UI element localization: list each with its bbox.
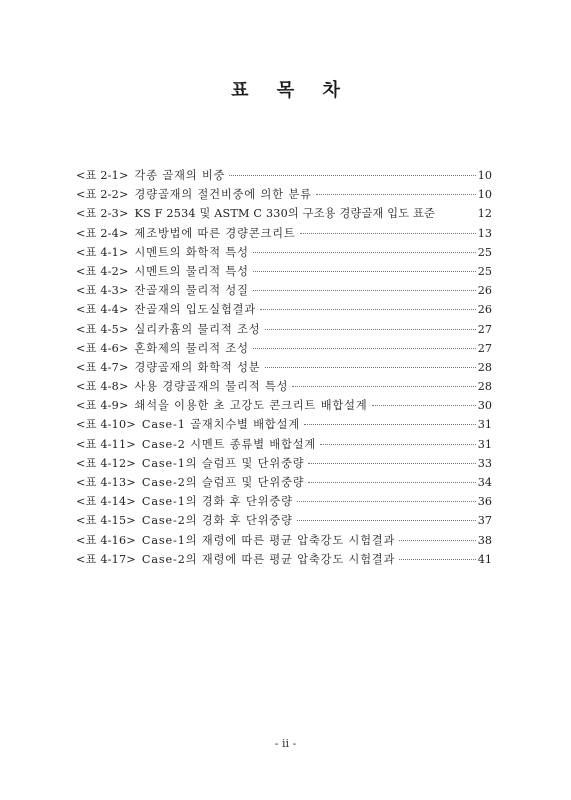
toc-entry-caption: 시멘트의 화학적 특성: [134, 245, 249, 259]
toc-entry-caption: Case-1의 경화 후 단위중량: [141, 495, 293, 509]
dot-leader: [300, 233, 476, 234]
toc-entry-page: 33: [477, 456, 492, 470]
toc-entry-label: <표 4-3>: [76, 284, 129, 298]
toc-entry-caption: Case-2 시멘트 종류별 배합설계: [141, 437, 317, 451]
toc-entry-label: <표 4-1>: [76, 245, 129, 259]
toc-entry[interactable]: [76, 415, 492, 434]
toc-entry[interactable]: [76, 550, 492, 569]
toc-entry-page: 25: [477, 264, 492, 278]
toc-entry-label: <표 2-1>: [76, 169, 129, 182]
toc-entry-caption: Case-2의 슬럼프 및 단위중량: [141, 476, 305, 489]
dot-leader: [260, 309, 476, 310]
dot-leader: [292, 386, 475, 387]
toc-entry-caption: 경량골재의 화학적 성분: [134, 360, 261, 374]
toc-entry[interactable]: [76, 396, 492, 415]
toc-entry-page: 27: [477, 341, 492, 355]
toc-entry-caption: Case-1 골재치수별 배합설계: [141, 418, 301, 432]
toc-entry-page: 26: [477, 284, 492, 298]
toc-entry[interactable]: [76, 435, 492, 454]
toc-entry-label: <표 4-2>: [76, 264, 129, 278]
toc-entry-page: 27: [477, 322, 492, 336]
dot-leader: [297, 520, 476, 521]
toc-entry-caption: Case-2의 경화 후 단위중량: [141, 514, 293, 528]
toc-entry-caption: 경량골재의 절건비중에 의한 분류: [134, 188, 312, 202]
toc-entry[interactable]: [76, 224, 492, 243]
toc-entry[interactable]: [76, 511, 492, 530]
dot-leader: [253, 348, 476, 349]
toc-entry-label: <표 4-14>: [76, 495, 136, 509]
dot-leader: [316, 194, 476, 195]
toc-entry[interactable]: [76, 531, 492, 550]
page-title: 표 목 차: [231, 80, 351, 101]
dot-leader: [265, 329, 476, 330]
dot-leader: [320, 444, 476, 445]
dot-leader: [297, 501, 476, 502]
toc-entry-page: 30: [477, 399, 492, 413]
toc-entry-label: <표 2-2>: [76, 188, 129, 202]
toc-entry-caption: 제조방법에 따른 경량콘크리트: [134, 226, 296, 240]
toc-entry-label: <표 4-7>: [76, 360, 129, 374]
toc-entry-page: 37: [477, 514, 492, 528]
toc-entry-caption: Case-2의 재령에 따른 평균 압축강도 시험결과: [141, 552, 396, 566]
toc-entry-caption: 사용 경량골재의 물리적 특성: [134, 380, 289, 394]
toc-entry[interactable]: [76, 377, 492, 396]
toc-entry-caption: Case-1의 슬럼프 및 단위중량: [141, 456, 305, 470]
toc-entry-caption: KS F 2534 및 ASTM C 330의 구조용 경량골재 입도 표준: [134, 207, 436, 221]
dot-leader: [399, 559, 475, 560]
toc-entry-caption: 시멘트의 물리적 특성: [134, 264, 249, 278]
dot-leader: [372, 405, 476, 406]
toc-entry-caption: 잔골재의 물리적 성질: [134, 284, 249, 298]
toc-entry-caption: Case-1의 재령에 따른 평균 압축강도 시험결과: [141, 533, 396, 547]
table-of-contents: [76, 166, 492, 569]
toc-entry-label: <표 2-3>: [76, 207, 129, 221]
toc-entry-page: 26: [477, 303, 492, 317]
toc-entry[interactable]: [76, 339, 492, 358]
toc-entry-page: 36: [477, 495, 492, 509]
page-number: - ⅱ -: [274, 737, 297, 750]
toc-entry-label: <표 4-11>: [76, 437, 136, 451]
toc-entry[interactable]: [76, 262, 492, 281]
toc-entry-label: <표 4-9>: [76, 399, 129, 413]
toc-entry[interactable]: [76, 166, 492, 185]
toc-entry-label: <표 4-16>: [76, 533, 136, 547]
toc-entry-page: 13: [477, 226, 492, 240]
toc-entry[interactable]: [76, 473, 492, 492]
toc-entry[interactable]: [76, 243, 492, 262]
toc-entry-label: <표 4-10>: [76, 418, 136, 432]
toc-entry-label: <표 2-4>: [76, 226, 129, 240]
toc-entry-page: 41: [477, 552, 492, 566]
toc-entry-page: 34: [477, 476, 492, 489]
toc-entry-page: 28: [477, 380, 492, 394]
toc-entry-page: 31: [477, 437, 492, 451]
dot-leader: [399, 540, 475, 541]
toc-entry-page: 31: [477, 418, 492, 432]
toc-entry-label: <표 4-8>: [76, 380, 129, 394]
toc-entry-label: <표 4-12>: [76, 456, 136, 470]
dot-leader: [253, 252, 476, 253]
dot-leader: [308, 482, 475, 483]
toc-entry[interactable]: [76, 185, 492, 204]
toc-entry-caption: 각종 골재의 비중: [134, 169, 226, 182]
toc-entry-page: 25: [477, 245, 492, 259]
toc-entry[interactable]: [76, 320, 492, 339]
toc-entry[interactable]: [76, 454, 492, 473]
toc-entry-label: <표 4-13>: [76, 476, 136, 489]
dot-leader: [253, 290, 476, 291]
dot-leader: [308, 463, 475, 464]
toc-entry-page: 10: [477, 188, 492, 202]
dot-leader: [253, 271, 476, 272]
toc-entry[interactable]: [76, 204, 492, 223]
toc-entry[interactable]: [76, 281, 492, 300]
dot-leader: [304, 424, 476, 425]
toc-entry-caption: 잔골재의 입도실험결과: [134, 303, 257, 317]
dot-leader: [265, 367, 476, 368]
toc-entry-caption: 쇄석을 이용한 초 고강도 콘크리트 배합설계: [134, 399, 368, 413]
toc-entry-label: <표 4-6>: [76, 341, 129, 355]
toc-entry-caption: 혼화제의 물리적 조성: [134, 341, 249, 355]
toc-entry-label: <표 4-15>: [76, 514, 136, 528]
toc-entry-label: <표 4-4>: [76, 303, 129, 317]
toc-entry-caption: 실리카흄의 물리적 조성: [134, 322, 261, 336]
toc-entry-label: <표 4-5>: [76, 322, 129, 336]
toc-entry-page: 12: [477, 207, 492, 221]
toc-entry-page: 10: [477, 169, 492, 182]
toc-entry-label: <표 4-17>: [76, 552, 136, 566]
toc-entry-page: 38: [477, 533, 492, 547]
toc-entry-page: 28: [477, 360, 492, 374]
dot-leader: [229, 175, 475, 176]
toc-entry[interactable]: [76, 358, 492, 377]
toc-entry[interactable]: [76, 492, 492, 511]
toc-entry[interactable]: [76, 300, 492, 319]
